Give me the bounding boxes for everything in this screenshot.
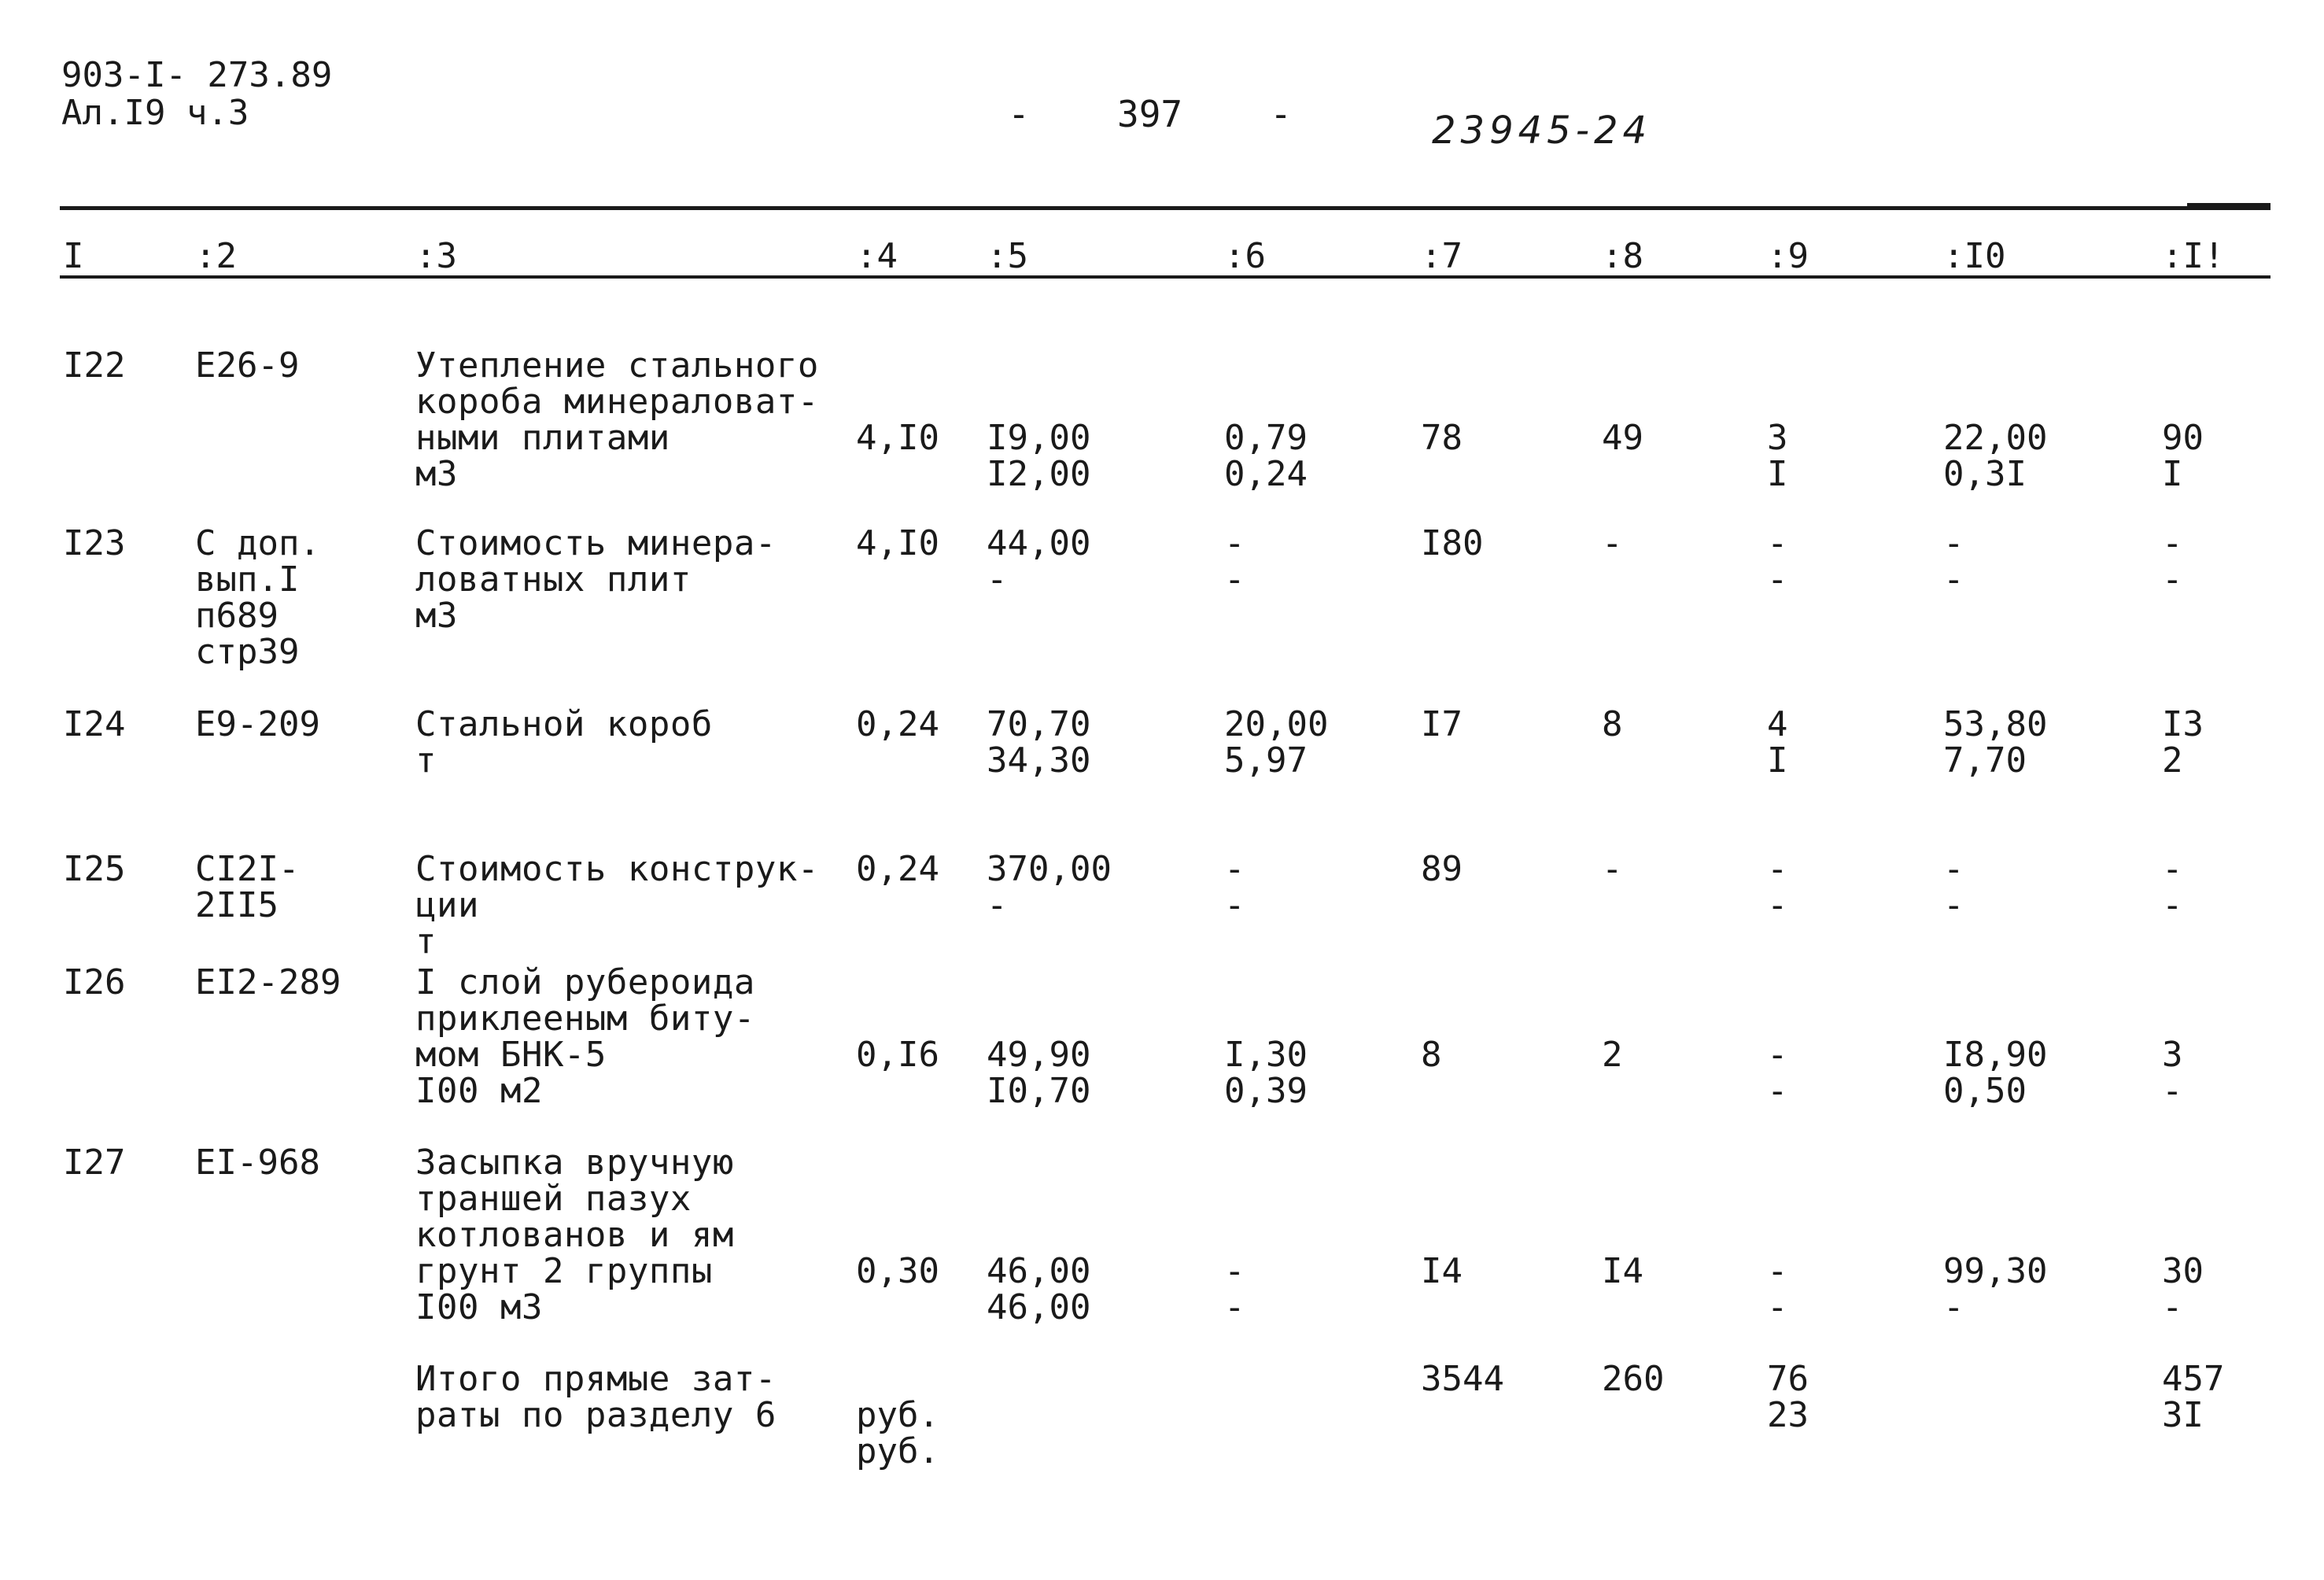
col6-value-line: 0,79 [1224,418,1308,458]
work-description-line: траншей пазух [415,1179,692,1219]
col8-value: - [1602,849,1623,889]
col6-value-line: I,30 [1224,1035,1308,1075]
col9-value [1767,851,1788,924]
work-description [415,962,755,1111]
total-col9-line: 23 [1767,1395,1809,1435]
col9-value-line: - [1767,1287,1788,1327]
total-description-line: Итого прямые зат- [415,1359,777,1399]
work-description-line: Засыпка вручную [415,1143,734,1183]
col6-value-line: - [1224,849,1245,889]
album-reference: Ал.I9 ч.3 [61,93,249,133]
col6-value-line: - [1224,559,1245,600]
quantity: 4,I0 [856,523,939,563]
rate-code [195,962,341,1002]
col9-value [1767,420,1788,493]
page-number: 397 [1117,93,1183,135]
col5-value [987,1037,1090,1109]
page-dash-left: - [1008,93,1030,135]
col5-value-line: 46,00 [987,1287,1091,1327]
col6-value-line: - [1224,523,1245,563]
col11-value [2162,523,2183,600]
col9-value-line: - [1767,1071,1788,1111]
col11-value-line: I [2162,454,2183,494]
col6-value-line: 0,39 [1224,1071,1308,1111]
column-header-9: :9 [1767,236,1809,276]
quantity: 0,I6 [856,1035,939,1075]
col10-value [1943,523,1964,600]
row-number: I24 [63,704,126,744]
total-col8: 260 [1602,1359,1665,1399]
col6-value [1224,523,1245,600]
column-header-5: :5 [987,236,1028,276]
rate-code [195,704,320,744]
col6-value-line: 20,00 [1224,704,1329,744]
work-description [415,523,777,636]
col10-value-line: 0,3I [1943,454,2027,494]
col8-value: I4 [1602,1251,1643,1291]
col5-value-line: - [987,559,1008,600]
col6-value [1224,420,1308,493]
col5-value-line: 70,70 [987,704,1091,744]
work-description-line: котлованов и ям [415,1215,734,1255]
page-number-block [991,93,1308,135]
rate-code [195,345,300,386]
quantity: 0,30 [856,1251,939,1291]
col10-value-line: 7,70 [1943,740,2027,781]
document-code: 903-I- 273.89 [61,55,333,95]
col5-value [987,523,1091,600]
column-header-8: :8 [1602,236,1643,276]
work-description-line: короба минераловат- [415,382,819,422]
col5-value-line: I0,70 [987,1071,1091,1111]
handwritten-stamp: 23945-24 [1432,109,1652,153]
col8-value: 8 [1602,704,1623,744]
column-header-6: :6 [1224,236,1266,276]
col5-value-line: 34,30 [987,740,1091,781]
column-header-10: :I0 [1943,236,2006,276]
rate-code-line: E9-209 [195,704,320,744]
col8-value: 2 [1602,1035,1623,1075]
rate-code [195,851,299,924]
total-description [415,1361,777,1434]
col10-value-line: I8,90 [1943,1035,2048,1075]
quantity: 0,24 [856,849,939,889]
col5-value [987,1253,1090,1326]
column-header-7: :7 [1421,236,1463,276]
col10-value-line: 0,50 [1943,1071,2027,1111]
col9-value-line: I [1767,740,1788,781]
rate-code-line: п689 [195,596,279,636]
col6-value [1224,704,1329,781]
col10-value [1943,704,2048,781]
col5-value-line: 49,90 [987,1035,1091,1075]
rate-code-line: EI2-289 [195,962,341,1002]
total-col11-line: 457 [2162,1359,2225,1399]
work-description [415,345,819,494]
row-number: I22 [63,345,126,386]
col11-value [2162,1037,2183,1109]
header-rule-bottom [60,275,2271,279]
row-number: I27 [63,1143,126,1183]
col9-value [1767,523,1788,600]
work-description-line: I00 м2 [415,1071,543,1111]
col10-value-line: 22,00 [1943,418,2048,458]
col6-value-line: - [1224,1287,1245,1327]
col11-value-line: 3 [2162,1035,2183,1075]
col11-value-line: - [2162,849,2183,889]
col6-value-line: - [1224,1251,1245,1291]
col11-value-line: - [2162,523,2183,563]
quantity: 0,24 [856,704,939,744]
col5-value [987,851,1112,924]
col9-value-line: I [1767,454,1788,494]
col10-value [1943,1037,2047,1109]
work-description-line: Стальной короб [415,704,713,744]
header-rule-top [60,206,2271,210]
row-number: I23 [63,523,126,563]
col5-value-line: 44,00 [987,523,1091,563]
work-description-line: I00 м3 [415,1287,543,1327]
rate-code [195,1145,320,1181]
row-number: I26 [63,962,126,1002]
col10-value [1943,1253,2047,1326]
rate-code-line: E26-9 [195,345,300,386]
col10-value-line: - [1943,885,1964,925]
col11-value-line: - [2162,1071,2183,1111]
col7-value: I4 [1421,1251,1463,1291]
col10-value [1943,420,2047,493]
col10-value [1943,851,1964,924]
col7-value: I7 [1421,704,1463,744]
total-col11-line: 3I [2162,1395,2204,1435]
work-description-line: т [415,921,437,962]
col9-value-line: - [1767,885,1788,925]
rate-code-line: вып.I [195,559,300,600]
work-description-line: Стоимость минера- [415,523,777,563]
total-description-line: раты по разделу 6 [415,1395,777,1435]
col10-value-line: - [1943,1287,1964,1327]
col11-value-line: I3 [2162,704,2204,744]
col5-value [987,704,1091,781]
work-description [415,851,819,960]
col9-value-line: - [1767,1251,1788,1291]
col7-value: 89 [1421,849,1463,889]
total-col9 [1767,1361,1809,1434]
col7-value: 8 [1421,1035,1442,1075]
col5-value-line: - [987,885,1008,925]
col7-value: I80 [1421,523,1484,563]
work-description-line: ными плитами [415,418,670,458]
col8-value: 49 [1602,418,1643,458]
col5-value [987,420,1090,493]
col11-value [2162,851,2183,924]
work-description-line: мом БНК-5 [415,1035,607,1075]
total-units-line: руб. [856,1395,939,1435]
rate-code [195,523,320,672]
quantity: 4,I0 [856,418,939,458]
column-header-1: I [63,236,84,276]
col5-value-line: 46,00 [987,1251,1091,1291]
rate-code-line: 2II5 [195,885,279,925]
document-code-block [61,57,332,132]
work-description-line: ловатных плит [415,559,692,600]
col5-value-line: I2,00 [987,454,1091,494]
col6-value [1224,1253,1245,1326]
work-description-line: т [415,740,437,781]
col9-value [1767,1037,1788,1109]
col9-value-line: 3 [1767,418,1788,458]
work-description [415,704,713,781]
col11-value [2162,704,2204,781]
col9-value [1767,1253,1788,1326]
work-description-line: Утепление стального [415,345,819,386]
col9-value-line: - [1767,559,1788,600]
col11-value-line: 2 [2162,740,2183,781]
rate-code-line: С доп. [195,523,320,563]
rate-code-line: CI2I- [195,849,300,889]
work-description [415,1145,734,1326]
col8-value: - [1602,523,1623,563]
col11-value-line: - [2162,559,2183,600]
col5-value-line: I9,00 [987,418,1091,458]
col6-value [1224,1037,1308,1109]
col7-value: 78 [1421,418,1463,458]
column-header-2: :2 [195,236,237,276]
col11-value-line: - [2162,885,2183,925]
col11-value-line: 30 [2162,1251,2204,1291]
total-units-line: руб. [856,1431,939,1471]
col10-value-line: - [1943,559,1964,600]
header-rule-top-tail [2187,203,2271,206]
work-description-line: грунт 2 группы [415,1251,713,1291]
work-description-line: м3 [415,596,458,636]
col10-value-line: - [1943,523,1964,563]
col9-value-line: 4 [1767,704,1788,744]
rate-code-line: EI-968 [195,1143,320,1183]
rate-code-line: стр39 [195,632,300,672]
col6-value [1224,851,1245,924]
col11-value-line: - [2162,1287,2183,1327]
col11-value-line: 90 [2162,418,2204,458]
total-col11 [2162,1361,2224,1434]
column-header-11: :I! [2162,236,2225,276]
total-col7: 3544 [1421,1359,1504,1399]
col10-value-line: 99,30 [1943,1251,2048,1291]
col9-value-line: - [1767,849,1788,889]
page-dash-right: - [1270,93,1292,135]
col5-value-line: 370,00 [987,849,1112,889]
row-number: I25 [63,849,126,889]
col6-value-line: 5,97 [1224,740,1308,781]
work-description-line: приклееным биту- [415,999,755,1039]
column-header-3: :3 [415,236,457,276]
col9-value-line: - [1767,1035,1788,1075]
work-description-line: ции [415,885,479,925]
work-description-line: I слой рубероида [415,962,755,1002]
col11-value [2162,420,2204,493]
col10-value-line: - [1943,849,1964,889]
col9-value [1767,704,1788,781]
col9-value-line: - [1767,523,1788,563]
total-units [856,1397,939,1470]
total-col9-line: 76 [1767,1359,1809,1399]
col6-value-line: 0,24 [1224,454,1308,494]
column-header-4: :4 [856,236,898,276]
col6-value-line: - [1224,885,1245,925]
col10-value-line: 53,80 [1943,704,2048,744]
work-description-line: Стоимость конструк- [415,849,819,889]
col11-value [2162,1253,2204,1326]
work-description-line: м3 [415,454,458,494]
